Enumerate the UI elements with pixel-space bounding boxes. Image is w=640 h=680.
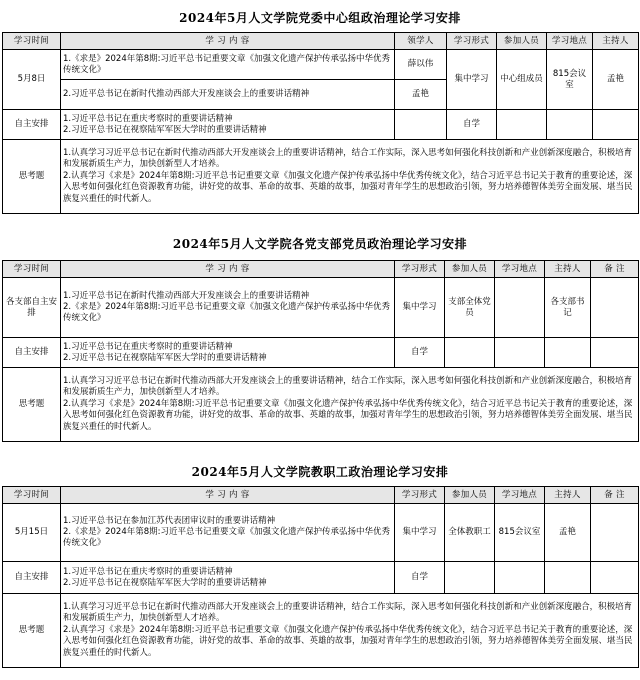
header-cell: 学 习 内 容 [61,487,395,504]
time-cell: 自主安排 [3,338,61,368]
section-title: 2024年5月人文学院各党支部党员政治理论学习安排 [172,237,468,251]
place-cell: 815会议室 [547,50,593,110]
header-cell: 学习形式 [395,261,445,278]
host-cell: 各支部书记 [545,278,591,338]
think-question: 1.认真学习习近平总书记在新时代推动西部大开发座谈会上的重要讲话精神，结合工作实际，深入思考如何强化科技创新和产业创新深度融合，积极培育和发展新质生产力，加快创新型人才培养。 [63,147,633,170]
think-question: 2.认真学习《求是》2024年第8期:习近平总书记重要文章《加强文化遗产保护传承弘扬中华优秀传统文化》，结合习近平总书记关于教育的重要论述，深入思考如何强化红色资源教育功能，讲好党的故事、革命的故事、英雄的故事，加强对青年学生的思想政治引领，努力培养德智体美劳全面发展、堪当民族复兴重任的时代新人。 [63,170,633,204]
schedule-table [2,486,639,668]
header-cell: 参加人员 [497,33,547,50]
section-party-branch [2,228,638,442]
content-cell [61,562,395,594]
people-cell: 支部全体党员 [445,278,495,338]
form-cell: 集中学习 [395,504,445,562]
header-cell: 学习地点 [495,487,545,504]
content-line: 2.习近平总书记在视察陆军军医大学时的重要讲话精神 [63,124,267,135]
think-row [3,368,639,442]
header-cell: 学习地点 [495,261,545,278]
section-staff [2,458,638,668]
form-cell: 集中学习 [395,278,445,338]
content-cell [61,338,395,368]
table-header-row [3,487,639,504]
note-cell [591,278,639,338]
content-line: 1.习近平总书记在新时代推动西部大开发座谈会上的重要讲话精神 [63,291,310,301]
host-cell [545,562,591,594]
place-cell: 815会议室 [495,504,545,562]
content-line: 2.《求是》2024年第8期:习近平总书记重要文章《加强文化遗产保护传承弘扬中华优秀传统文化》 [63,302,391,323]
table-row [3,50,639,80]
table-row [3,110,639,140]
host-cell: 孟艳 [545,504,591,562]
think-question: 1.认真学习习近平总书记在新时代推动西部大开发座谈会上的重要讲话精神，结合工作实际，深入思考如何强化科技创新和产业创新深度融合，积极培育和发展新质生产力，加快创新型人才培养。 [63,375,633,398]
header-cell: 备 注 [591,261,639,278]
note-cell [591,338,639,368]
header-cell: 参加人员 [445,261,495,278]
section-title: 2024年5月人文学院党委中心组政治理论学习安排 [179,11,461,25]
place-cell [547,110,593,140]
think-label: 思考题 [3,368,61,442]
time-cell: 5月15日 [3,504,61,562]
header-cell: 学习形式 [447,33,497,50]
section-title: 2024年5月人文学院教职工政治理论学习安排 [191,465,449,479]
content-cell [61,504,395,562]
people-cell [497,110,547,140]
think-row [3,594,639,668]
table-row [3,504,639,562]
think-content [61,594,639,668]
content-line: 1.习近平总书记在重庆考察时的重要讲话精神 [63,566,233,577]
section-center-group [2,4,638,214]
note-cell [591,504,639,562]
think-question: 1.认真学习习近平总书记在新时代推动西部大开发座谈会上的重要讲话精神，结合工作实际，深入思考如何强化科技创新和产业创新深度融合，积极培育和发展新质生产力，加快创新型人才培养。 [63,601,633,624]
leader-cell [395,110,447,140]
header-cell: 学 习 内 容 [61,261,395,278]
host-cell [545,338,591,368]
place-cell [495,338,545,368]
place-cell [495,562,545,594]
header-cell: 参加人员 [445,487,495,504]
place-cell [495,278,545,338]
people-cell [445,338,495,368]
schedule-table [2,260,639,442]
think-label: 思考题 [3,594,61,668]
form-cell: 自学 [395,338,445,368]
think-question: 2.认真学习《求是》2024年第8期:习近平总书记重要文章《加强文化遗产保护传承弘扬中华优秀传统文化》，结合习近平总书记关于教育的重要论述，深入思考如何强化红色资源教育功能，讲好党的故事、革命的故事、英雄的故事，加强对青年学生的思想政治引领，努力培养德智体美劳全面发展、堪当民族复兴重任的时代新人。 [63,398,633,432]
header-cell: 学 习 内 容 [61,33,395,50]
content-line: 1.习近平总书记在重庆考察时的重要讲话精神 [63,341,233,352]
header-cell: 领学人 [395,33,447,50]
header-cell: 学习时间 [3,261,61,278]
table-header-row [3,261,639,278]
content-cell: 2.习近平总书记在新时代推动西部大开发座谈会上的重要讲话精神 [61,80,395,110]
content-line: 2.习近平总书记在视察陆军军医大学时的重要讲话精神 [63,577,267,588]
time-cell: 5月8日 [3,50,61,110]
host-cell: 孟艳 [593,50,639,110]
table-row [3,562,639,594]
people-cell: 中心组成员 [497,50,547,110]
header-cell: 备 注 [591,487,639,504]
content-cell: 1.《求是》2024年第8期:习近平总书记重要文章《加强文化遗产保护传承弘扬中华优秀传统文化》 [61,50,395,80]
header-cell: 学习形式 [395,487,445,504]
time-cell: 自主安排 [3,562,61,594]
think-row [3,140,639,214]
header-cell: 主持人 [545,261,591,278]
header-cell: 主持人 [593,33,639,50]
host-cell [593,110,639,140]
content-line: 2.《求是》2024年第8期:习近平总书记重要文章《加强文化遗产保护传承弘扬中华优秀传统文化》 [63,527,391,548]
table-row [3,338,639,368]
time-cell: 自主安排 [3,110,61,140]
people-cell [445,562,495,594]
content-cell [61,278,395,338]
people-cell: 全体教职工 [445,504,495,562]
content-line: 1.习近平总书记在重庆考察时的重要讲话精神 [63,113,233,124]
content-cell [61,110,395,140]
think-content [61,140,639,214]
content-line: 2.习近平总书记在视察陆军军医大学时的重要讲话精神 [63,352,267,363]
header-cell: 学习时间 [3,487,61,504]
header-cell: 学习时间 [3,33,61,50]
note-cell [591,562,639,594]
think-label: 思考题 [3,140,61,214]
header-cell: 学习地点 [547,33,593,50]
time-cell: 各支部自主安排 [3,278,61,338]
form-cell: 集中学习 [447,50,497,110]
think-question: 2.认真学习《求是》2024年第8期:习近平总书记重要文章《加强文化遗产保护传承弘扬中华优秀传统文化》，结合习近平总书记关于教育的重要论述，深入思考如何强化红色资源教育功能，讲好党的故事、革命的故事、英雄的故事，加强对青年学生的思想政治引领，努力培养德智体美劳全面发展、堪当民族复兴重任的时代新人。 [63,624,633,658]
schedule-table [2,32,639,214]
form-cell: 自学 [447,110,497,140]
header-cell: 主持人 [545,487,591,504]
form-cell: 自学 [395,562,445,594]
leader-cell: 孟艳 [395,80,447,110]
leader-cell: 薛以伟 [395,50,447,80]
content-line: 1.习近平总书记在参加江苏代表团审议时的重要讲话精神 [63,516,276,526]
table-row [3,278,639,338]
table-header-row [3,33,639,50]
think-content [61,368,639,442]
